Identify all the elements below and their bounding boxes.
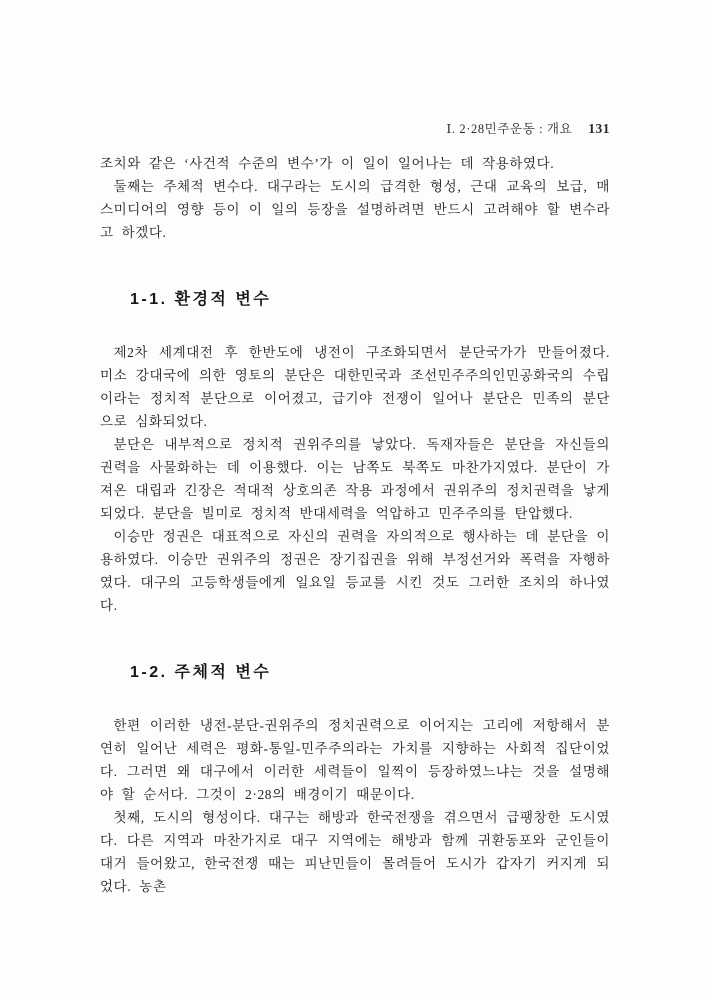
- body-text: [100, 152, 610, 898]
- paragraph: 조치와 같은 ‘사건적 수준의 변수’가 이 일이 일어나는 데 작용하였다.: [100, 156, 555, 171]
- page-header: [100, 119, 610, 137]
- paragraph: 제2차 세계대전 후 한반도에 냉전이 구조화되면서 분단국가가 만들어졌다. 미소 강대국에 의한 영토의 분단은 대한민국과 조선민주주의인민공화국의 수립이라는 정치적 분단으로 이어졌고, 급기야 전쟁이 일어나 분단은 민족의 분단으로 심화되었다.: [100, 345, 610, 429]
- paragraph: 분단은 내부적으로 정치적 권위주의를 낳았다. 독재자들은 분단을 자신들의 권력을 사물화하는 데 이용했다. 이는 남쪽도 북쪽도 마찬가지였다. 분단이 가져온 대립과 긴장은 적대적 상호의존 작용 과정에서 권위주의 정치권력을 낳게 되었다. 분단을 빌미로 정치적 반대세력을 억압하고 민주주의를 탄압했다.: [100, 437, 610, 521]
- section-heading-environmental: 1-1. 환경적 변수: [130, 291, 272, 308]
- chapter-title: Ⅰ. 2·28민주운동 : 개요: [446, 122, 573, 136]
- paragraph: 첫째, 도시의 형성이다. 대구는 해방과 한국전쟁을 겪으면서 급팽창한 도시였다. 다른 지역과 마찬가지로 대구 지역에는 해방과 함께 귀환동포와 군인들이 대거 들어왔고, 한국전쟁 때는 피난민들이 몰려들어 도시가 갑자기 커지게 되었다. 농촌: [100, 810, 610, 894]
- page-number: 131: [588, 121, 610, 136]
- paragraph: 이승만 정권은 대표적으로 자신의 권력을 자의적으로 행사하는 데 분단을 이용하였다. 이승만 권위주의 정권은 장기집권을 위해 부정선거와 폭력을 자행하였다. 대구의 고등학생들에게 일요일 등교를 시킨 것도 그러한 조치의 하나였다.: [100, 529, 610, 613]
- section-heading-subjective: 1-2. 주체적 변수: [130, 664, 272, 681]
- paragraph: 한편 이러한 냉전-분단-권위주의 정치권력으로 이어지는 고리에 저항해서 분연히 일어난 세력은 평화-통일-민주주의라는 가치를 지향하는 사회적 집단이었다. 그러면 왜 대구에서 이러한 세력들이 일찍이 등장하였느냐는 것을 설명해야 할 순서다. 그것이 2·28의 배경이기 때문이다.: [100, 718, 610, 802]
- paragraph: 둘째는 주체적 변수다. 대구라는 도시의 급격한 형성, 근대 교육의 보급, 매스미디어의 영향 등이 이 일의 등장을 설명하려면 반드시 고려해야 할 변수라고 하겠다.: [100, 179, 610, 240]
